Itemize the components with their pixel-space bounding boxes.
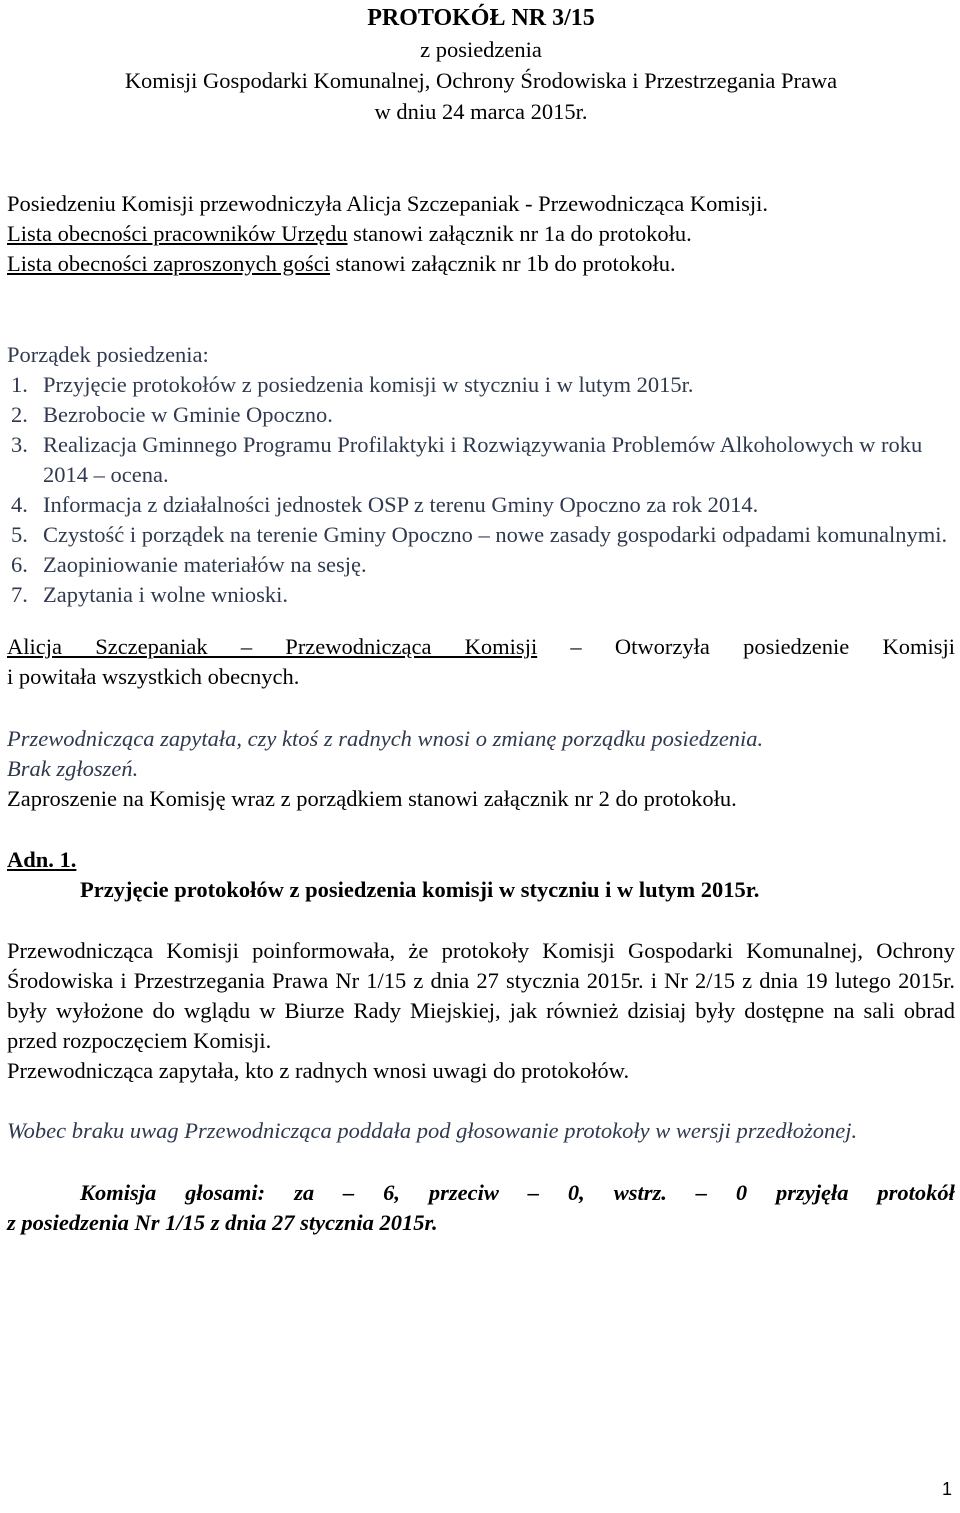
vote-intro-text: Wobec braku uwag Przewodnicząca poddała pod głosowanie protokoły w wersji przedłożonej. — [7, 1118, 858, 1143]
agenda-heading: Porządek posiedzenia: — [7, 342, 209, 367]
agenda-item-number: 5. — [11, 522, 28, 547]
vote-word: za — [294, 1180, 315, 1205]
document-title: PROTOKÓŁ NR 3/15 — [367, 5, 595, 31]
vote-word: 0, — [567, 1180, 585, 1205]
opening-line-2: i powitała wszystkich obecnych. — [7, 664, 300, 689]
agenda-item-text: Informacja z działalności jednostek OSP z terenu Gminy Opoczno za rok 2014. — [43, 492, 759, 517]
agenda-item — [7, 370, 955, 400]
protocol-info-section — [7, 936, 955, 1086]
agenda-item-number: 1. — [11, 372, 28, 397]
agenda-item-text: Bezrobocie w Gminie Opoczno. — [43, 402, 333, 427]
invitation-attachment-line: Zaproszenie na Komisję wraz z porządkiem stanowi załącznik nr 2 do protokołu. — [7, 786, 737, 811]
agenda-item — [7, 400, 955, 430]
document-header — [7, 3, 955, 127]
adn-1-label: Adn. 1. — [7, 847, 77, 872]
opening-statement: – Otworzyła posiedzenie Komisji — [537, 634, 955, 659]
agenda-item — [7, 580, 955, 610]
header-committee-name: Komisji Gospodarki Komunalnej, Ochrony Środowiska i Przestrzegania Prawa — [124, 68, 838, 93]
adn-1-title: Przyjęcie protokołów z posiedzenia komisji w styczniu i w lutym 2015r. — [80, 877, 760, 902]
vote-word: przyjęła — [776, 1180, 849, 1205]
adn-1-section — [7, 845, 955, 905]
question-line: Przewodnicząca zapytała, czy ktoś z radnych wnosi o zmianę porządku posiedzenia. — [7, 726, 764, 751]
agenda-item — [7, 520, 955, 550]
agenda-item-text: Przyjęcie protokołów z posiedzenia komisji w styczniu i w lutym 2015r. — [43, 372, 694, 397]
guest-attendance-link[interactable]: Lista obecności zaproszonych gości — [7, 251, 331, 276]
document-page — [7, 0, 955, 1238]
agenda-item-text: Zapytania i wolne wnioski. — [43, 582, 288, 607]
agenda-item-text: Czystość i porządek na terenie Gminy Opoczno – nowe zasady gospodarki odpadami komunalnymi. — [43, 522, 948, 547]
agenda-item-text: Realizacja Gminnego Programu Profilaktyki i Rozwiązywania Problemów Alkoholowych w roku 2014 – ocena. — [43, 432, 923, 487]
opening-section — [7, 632, 955, 692]
staff-attendance-rest: stanowi załącznik nr 1a do protokołu. — [347, 221, 692, 246]
agenda-item-number: 3. — [11, 432, 28, 457]
intro-section — [7, 189, 955, 279]
vote-result — [7, 1178, 955, 1238]
opening-line-1 — [7, 632, 955, 662]
question-answer: Brak zgłoszeń. — [7, 756, 139, 781]
vote-word: przeciw — [428, 1180, 499, 1205]
vote-word: 6, — [383, 1180, 400, 1205]
intro-staff-attendance-line — [7, 219, 955, 249]
vote-word: protokół — [877, 1180, 955, 1205]
protocol-remarks-question: Przewodnicząca zapytała, kto z radnych wnosi uwagi do protokołów. — [7, 1058, 630, 1083]
opening-speaker: Alicja Szczepaniak – Przewodnicząca Komisji — [7, 634, 538, 659]
vote-word: – — [695, 1180, 707, 1205]
protocol-info-paragraph: Przewodnicząca Komisji poinformowała, że protokoły Komisji Gospodarki Komunalnej, Ochrony Środowiska i Przestrzegania Prawa Nr 1/15 z dnia 27 stycznia 2015r. i Nr 2/15 z dnia 19 lutego 2015r. były wyłożone do wglądu w Biurze Rady Miejskiej, jak również dzisiaj były dostępne na sali obrad przed rozpoczęciem Komisji. — [7, 938, 955, 1053]
header-date: w dniu 24 marca 2015r. — [374, 99, 588, 124]
agenda-item-number: 6. — [11, 552, 28, 577]
header-line-2: z posiedzenia — [420, 37, 542, 62]
agenda-item — [7, 430, 955, 490]
vote-word: – — [527, 1180, 540, 1205]
vote-word: wstrz. — [613, 1180, 667, 1205]
agenda-item-number: 2. — [11, 402, 28, 427]
vote-word: – — [342, 1180, 355, 1205]
agenda-list — [7, 370, 955, 610]
page-number: 1 — [941, 1479, 952, 1499]
vote-result-line-1 — [7, 1178, 955, 1208]
intro-guest-attendance-line — [7, 249, 955, 279]
agenda-item-number: 4. — [11, 492, 28, 517]
guest-attendance-rest: stanowi załącznik nr 1b do protokołu. — [330, 251, 676, 276]
intro-chair-line: Posiedzeniu Komisji przewodniczyła Alicja Szczepaniak - Przewodnicząca Komisji. — [7, 191, 769, 216]
vote-result-line-2: z posiedzenia Nr 1/15 z dnia 27 stycznia 2015r. — [7, 1210, 438, 1235]
agenda-section — [7, 340, 955, 610]
vote-word: 0 — [735, 1180, 748, 1205]
vote-word: Komisja — [80, 1180, 157, 1205]
agenda-item-number: 7. — [11, 582, 28, 607]
agenda-item — [7, 550, 955, 580]
vote-intro — [7, 1116, 955, 1146]
vote-word: głosami: — [185, 1180, 266, 1205]
staff-attendance-link[interactable]: Lista obecności pracowników Urzędu — [7, 221, 348, 246]
agenda-item-text: Zaopiniowanie materiałów na sesję. — [43, 552, 367, 577]
agenda-item — [7, 490, 955, 520]
agenda-change-question — [7, 724, 955, 784]
